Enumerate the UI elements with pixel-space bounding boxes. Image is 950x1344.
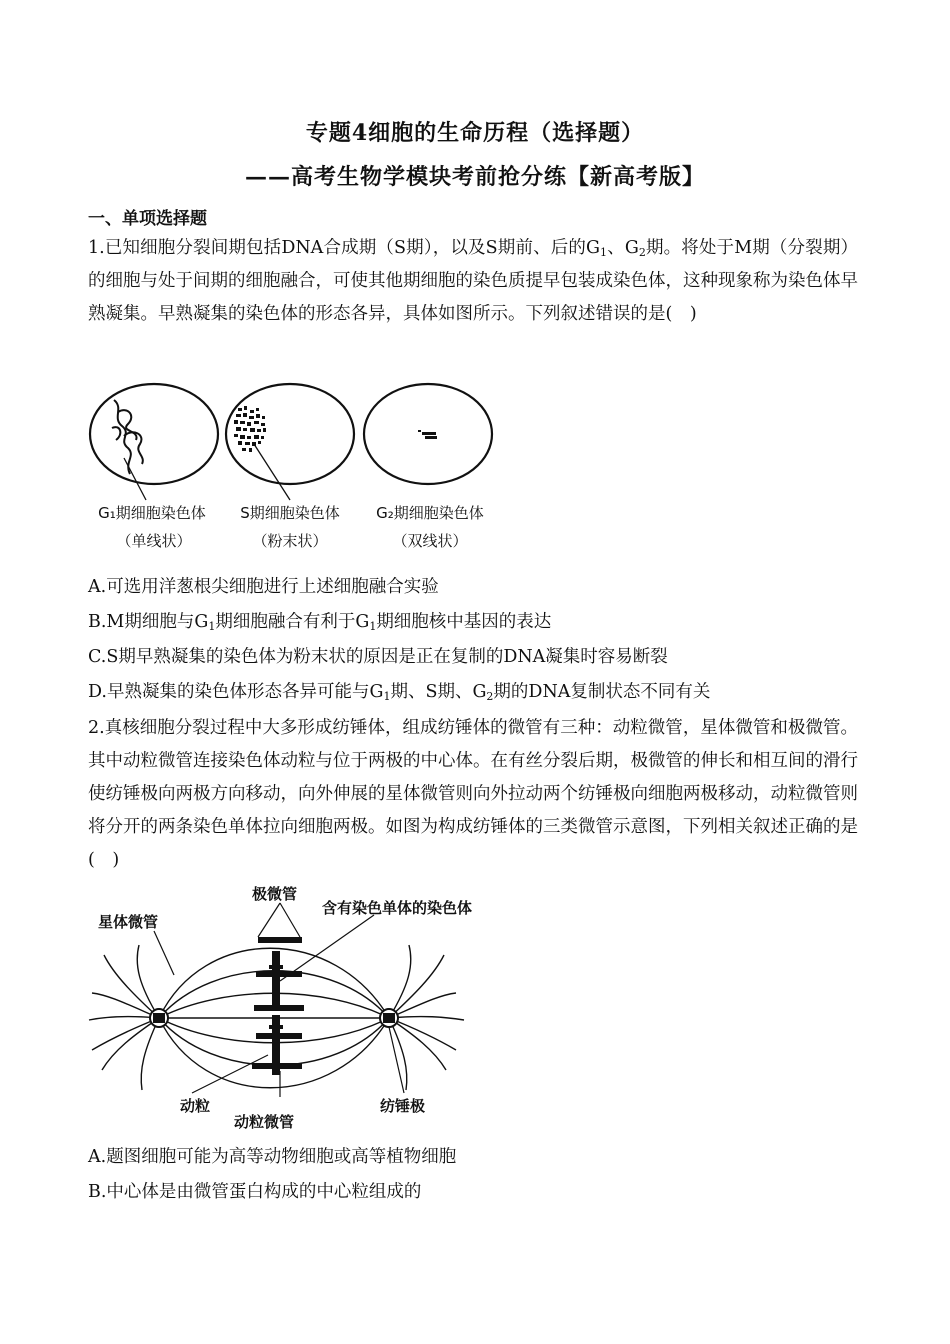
- kinetochore-microtubule-label: 动粒微管: [234, 1113, 295, 1131]
- q1-stem-part-a: 1.已知细胞分裂间期包括DNA合成期（S期），以及S期前、后的G: [88, 238, 601, 258]
- q2-option-a: A.题图细胞可能为高等动物细胞或高等植物细胞: [88, 1147, 457, 1167]
- section-heading: 一、单项选择题: [88, 209, 207, 229]
- metaphase-chromosomes: [269, 951, 283, 1075]
- kinetochore-label: 动粒: [180, 1097, 211, 1115]
- polar-microtubule-label: 极微管: [252, 885, 298, 903]
- q1-sub-1: 1: [600, 246, 608, 259]
- q1-option-b-part-c: 期细胞核中基因的表达: [376, 612, 552, 632]
- spindle-microtubule-figure: [84, 885, 514, 1135]
- g1-label: G₁期细胞染色体: [98, 504, 206, 522]
- page-subtitle: ——高考生物学模块考前抢分练【新高考版】: [244, 164, 705, 190]
- g2-label: G₂期细胞染色体: [376, 504, 484, 522]
- q1-option-b-part-a: B.M期细胞与G: [88, 612, 209, 632]
- g1-cell: [90, 384, 218, 484]
- q2-option-b: B.中心体是由微管蛋白构成的中心粒组成的: [88, 1182, 422, 1202]
- q1-option-d-sub-1: 1: [383, 690, 391, 703]
- q1-option-b-sub-2: 1: [369, 620, 377, 633]
- q1-option-b-part-b: 期细胞融合有利于G: [215, 612, 370, 632]
- question-2-stem: 2.真核细胞分裂过程中大多形成纺锤体，组成纺锤体的微管有三种：动粒微管，星体微管和极微管。其中动粒微管连接染色体动粒与位于两极的中心体。在有丝分裂后期，极微管的伸长和相互间的滑行使纺锤极向两极方向移动，向外伸展的星体微管则向外拉动两个纺锤极向细胞两极移动，动粒微管则将分开的两条染色单体拉向细胞两极。如图为构成纺锤体的三类微管示意图，下列相关叙述正确的是( ): [88, 718, 858, 870]
- q1-option-d: [88, 680, 710, 704]
- s-chromosomes: [234, 406, 266, 452]
- q1-option-d-part-a: D.早熟凝集的染色体形态各异可能与G: [88, 682, 384, 702]
- spindle-pole-right: [380, 1009, 398, 1027]
- q1-sub-2: 2: [638, 246, 646, 259]
- question-1-stem: [88, 232, 858, 331]
- q1-option-c: C.S期早熟凝集的染色体为粉末状的原因是正在复制的DNA凝集时容易断裂: [88, 647, 668, 667]
- g2-chromosomes: [418, 430, 437, 439]
- q1-option-d-sub-2: 2: [486, 690, 494, 703]
- q1-option-b-sub-1: 1: [208, 620, 216, 633]
- q1-option-d-part-b: 期、S期、G: [390, 682, 487, 702]
- s-cell: [226, 384, 354, 484]
- g2-sublabel: （双线状）: [392, 532, 468, 550]
- chromosome-label: 含有染色单体的染色体: [322, 899, 473, 917]
- q1-option-a: A.可选用洋葱根尖细胞进行上述细胞融合实验: [88, 577, 439, 597]
- s-sublabel: （粉末状）: [252, 532, 328, 550]
- g1-sublabel: （单线状）: [116, 532, 192, 550]
- spindle-pole-left: [150, 1009, 168, 1027]
- q1-option-d-part-c: 期的DNA复制状态不同有关: [493, 682, 711, 702]
- q1-option-b: [88, 610, 551, 634]
- q1-stem-part-b: 、G: [607, 238, 639, 258]
- spindle-pole-label: 纺锤极: [380, 1097, 426, 1115]
- g1-chromosomes: [112, 400, 143, 474]
- page-title: 专题4细胞的生命历程（选择题）: [305, 120, 645, 146]
- chromosome-condensation-figure: [84, 378, 504, 560]
- q1-stem-part-c: 期。将处于M期（分裂期）的细胞与处于间期的细胞融合，可使其他期细胞的染色质提早包装成染色体，这种现象称为染色体早熟凝集。早熟凝集的染色体的形态各异，具体如图所示。下列叙述错误的是( ): [88, 238, 859, 324]
- aster-microtubule-label: 星体微管: [98, 913, 159, 931]
- s-label: S期细胞染色体: [240, 504, 340, 522]
